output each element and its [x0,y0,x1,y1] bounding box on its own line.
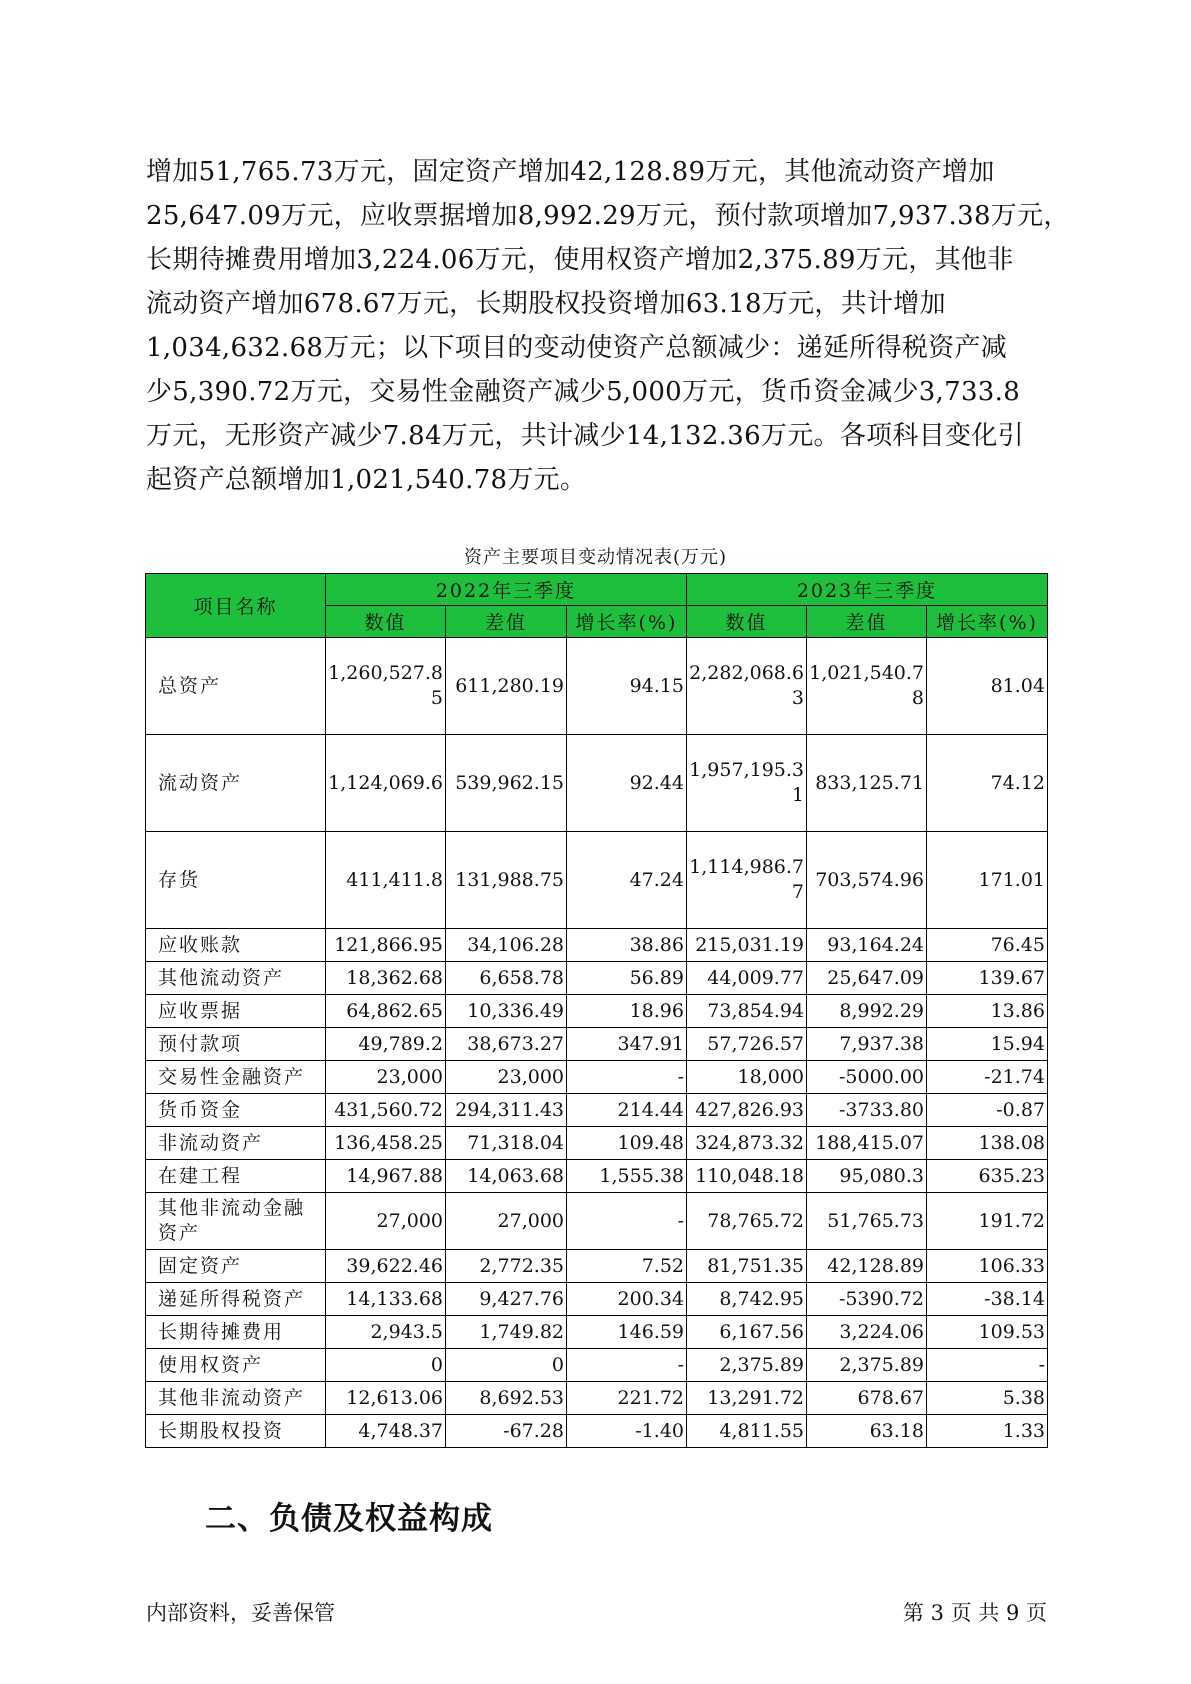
header-period-2022: 2022年三季度 [326,574,687,606]
paragraph-line: 25,647.09万元，应收票据增加8,992.29万元，预付款项增加7,937.38万元， [146,201,1070,231]
table-cell: 6,167.56 [687,1316,807,1349]
table-cell: 13.86 [927,995,1048,1028]
table-cell: 14,063.68 [446,1160,567,1193]
table-cell: 81.04 [927,638,1048,735]
table-cell: -5390.72 [807,1283,927,1316]
table-row [146,1061,1048,1094]
table-cell: 109.48 [567,1127,687,1160]
table-cell: 611,280.19 [446,638,567,735]
table-cell: 1,555.38 [567,1160,687,1193]
row-label: 总资产 [146,638,326,735]
table-cell: 427,826.93 [687,1094,807,1127]
table-cell: 95,080.3 [807,1160,927,1193]
table-cell: 25,647.09 [807,962,927,995]
table-cell: -0.87 [927,1094,1048,1127]
table-cell: 109.53 [927,1316,1048,1349]
paragraph-line: 万元，无形资产减少7.84万元，共计减少14,132.36万元。各项科目变化引 [146,421,1024,451]
row-label: 长期股权投资 [146,1415,326,1448]
table-row [146,638,1048,735]
table-cell: 214.44 [567,1094,687,1127]
table-cell: 0 [446,1349,567,1382]
table-cell: 7.52 [567,1250,687,1283]
table-cell: 215,031.19 [687,929,807,962]
table-cell: 18,362.68 [326,962,446,995]
table-cell: 71,318.04 [446,1127,567,1160]
footer-confidential: 内部资料，妥善保管 [146,1601,335,1625]
table-cell: 1,021,540.78 [807,638,927,735]
table-cell: 64,862.65 [326,995,446,1028]
table-row [146,1160,1048,1193]
table-cell: 324,873.32 [687,1127,807,1160]
row-label: 货币资金 [146,1094,326,1127]
row-label: 存货 [146,832,326,929]
table-cell: 4,748.37 [326,1415,446,1448]
table-cell: 74.12 [927,735,1048,832]
table-cell: 78,765.72 [687,1193,807,1250]
table-cell: 1.33 [927,1415,1048,1448]
row-label: 长期待摊费用 [146,1316,326,1349]
table-caption: 资产主要项目变动情况表(万元) [463,547,728,568]
table-cell: 635.23 [927,1160,1048,1193]
row-label: 应收票据 [146,995,326,1028]
row-label: 固定资产 [146,1250,326,1283]
table-cell: - [567,1193,687,1250]
table-cell: 1,124,069.6 [326,735,446,832]
row-label: 使用权资产 [146,1349,326,1382]
table-cell: 3,224.06 [807,1316,927,1349]
table-cell: 110,048.18 [687,1160,807,1193]
table-row [146,1127,1048,1160]
table-cell: -21.74 [927,1061,1048,1094]
table-cell: 146.59 [567,1316,687,1349]
table-cell: 13,291.72 [687,1382,807,1415]
table-row [146,995,1048,1028]
table-cell: 63.18 [807,1415,927,1448]
table-cell: 8,742.95 [687,1283,807,1316]
table-cell: 1,114,986.77 [687,832,807,929]
table-cell: 38.86 [567,929,687,962]
table-row [146,1283,1048,1316]
table-cell: 171.01 [927,832,1048,929]
row-label: 交易性金融资产 [146,1061,326,1094]
row-label: 流动资产 [146,735,326,832]
table-cell: -38.14 [927,1283,1048,1316]
table-cell: 15.94 [927,1028,1048,1061]
table-cell: 2,375.89 [687,1349,807,1382]
table-cell: 703,574.96 [807,832,927,929]
table-row [146,832,1048,929]
table-cell: 136,458.25 [326,1127,446,1160]
table-cell: 8,992.29 [807,995,927,1028]
subheader-value-2023: 数值 [687,606,807,638]
table-cell: 81,751.35 [687,1250,807,1283]
table-cell: 138.08 [927,1127,1048,1160]
subheader-value-2022: 数值 [326,606,446,638]
paragraph-line: 起资产总额增加1,021,540.78万元。 [146,465,587,495]
table-cell: 2,772.35 [446,1250,567,1283]
table-cell: 539,962.15 [446,735,567,832]
row-label: 递延所得税资产 [146,1283,326,1316]
table-cell: 1,957,195.31 [687,735,807,832]
table-cell: 0 [326,1349,446,1382]
table-cell: 2,375.89 [807,1349,927,1382]
table-cell: 347.91 [567,1028,687,1061]
table-cell: 23,000 [326,1061,446,1094]
table-cell: 39,622.46 [326,1250,446,1283]
paragraph-line: 少5,390.72万元，交易性金融资产减少5,000万元，货币资金减少3,733.8 [146,377,1021,407]
table-cell: 14,133.68 [326,1283,446,1316]
table-cell: 4,811.55 [687,1415,807,1448]
table-cell: 2,943.5 [326,1316,446,1349]
table-cell: - [567,1061,687,1094]
table-cell: 1,749.82 [446,1316,567,1349]
table-cell: 18.96 [567,995,687,1028]
table-cell: 5.38 [927,1382,1048,1415]
table-row [146,735,1048,832]
table-cell: 411,411.8 [326,832,446,929]
row-label: 非流动资产 [146,1127,326,1160]
table-cell: 106.33 [927,1250,1048,1283]
paragraph-line: 1,034,632.68万元；以下项目的变动使资产总额减少：递延所得税资产减 [146,333,1008,363]
asset-change-table [145,573,1048,1448]
table-row [146,1316,1048,1349]
table-cell: 94.15 [567,638,687,735]
table-cell: 51,765.73 [807,1193,927,1250]
table-cell: 7,937.38 [807,1028,927,1061]
paragraph-line: 流动资产增加678.67万元，长期股权投资增加63.18万元，共计增加 [146,289,946,319]
table-row [146,929,1048,962]
table-cell: 47.24 [567,832,687,929]
body-paragraph [146,150,1070,502]
table-cell: 49,789.2 [326,1028,446,1061]
table-cell: -3733.80 [807,1094,927,1127]
table-cell: 121,866.95 [326,929,446,962]
header-item-name: 项目名称 [146,574,326,638]
table-cell: 23,000 [446,1061,567,1094]
table-cell: 9,427.76 [446,1283,567,1316]
table-cell: 200.34 [567,1283,687,1316]
table-cell: -1.40 [567,1415,687,1448]
table-cell: -67.28 [446,1415,567,1448]
section-heading: 二、负债及权益构成 [205,1501,493,1537]
table-cell: 833,125.71 [807,735,927,832]
table-body [146,638,1048,1448]
row-label: 其他非流动金融资产 [146,1193,326,1250]
table-cell: 139.67 [927,962,1048,995]
table-row [146,1193,1048,1250]
footer-page-number: 第 3 页 共 9 页 [902,1601,1047,1625]
table-cell: 2,282,068.63 [687,638,807,735]
table-cell: 27,000 [326,1193,446,1250]
table-cell: 1,260,527.85 [326,638,446,735]
table-row [146,962,1048,995]
table-cell: 431,560.72 [326,1094,446,1127]
table-row [146,1415,1048,1448]
row-label: 应收账款 [146,929,326,962]
subheader-diff-2022: 差值 [446,606,567,638]
table-cell: 10,336.49 [446,995,567,1028]
table-cell: 56.89 [567,962,687,995]
table-row [146,1028,1048,1061]
table-cell: 12,613.06 [326,1382,446,1415]
table-cell: 18,000 [687,1061,807,1094]
table-cell: 294,311.43 [446,1094,567,1127]
table-cell: 191.72 [927,1193,1048,1250]
table-cell: -5000.00 [807,1061,927,1094]
subheader-diff-2023: 差值 [807,606,927,638]
table-cell: - [927,1349,1048,1382]
subheader-rate-2023: 增长率(%) [927,606,1048,638]
table-cell: - [567,1349,687,1382]
table-cell: 92.44 [567,735,687,832]
header-period-2023: 2023年三季度 [687,574,1048,606]
table-cell: 14,967.88 [326,1160,446,1193]
table-row [146,1250,1048,1283]
row-label: 其他流动资产 [146,962,326,995]
table-row [146,1094,1048,1127]
row-label: 预付款项 [146,1028,326,1061]
paragraph-line: 长期待摊费用增加3,224.06万元，使用权资产增加2,375.89万元，其他非 [146,245,1014,275]
table-cell: 27,000 [446,1193,567,1250]
table-cell: 44,009.77 [687,962,807,995]
table-cell: 6,658.78 [446,962,567,995]
table-cell: 131,988.75 [446,832,567,929]
table-cell: 221.72 [567,1382,687,1415]
paragraph-line: 增加51,765.73万元，固定资产增加42,128.89万元，其他流动资产增加 [146,157,995,187]
table-cell: 678.67 [807,1382,927,1415]
table-cell: 188,415.07 [807,1127,927,1160]
table-cell: 76.45 [927,929,1048,962]
table-cell: 8,692.53 [446,1382,567,1415]
table-cell: 42,128.89 [807,1250,927,1283]
table-cell: 38,673.27 [446,1028,567,1061]
table-cell: 34,106.28 [446,929,567,962]
table-row [146,1349,1048,1382]
table-cell: 57,726.57 [687,1028,807,1061]
table-cell: 73,854.94 [687,995,807,1028]
table-row [146,1382,1048,1415]
subheader-rate-2022: 增长率(%) [567,606,687,638]
row-label: 在建工程 [146,1160,326,1193]
table-cell: 93,164.24 [807,929,927,962]
row-label: 其他非流动资产 [146,1382,326,1415]
